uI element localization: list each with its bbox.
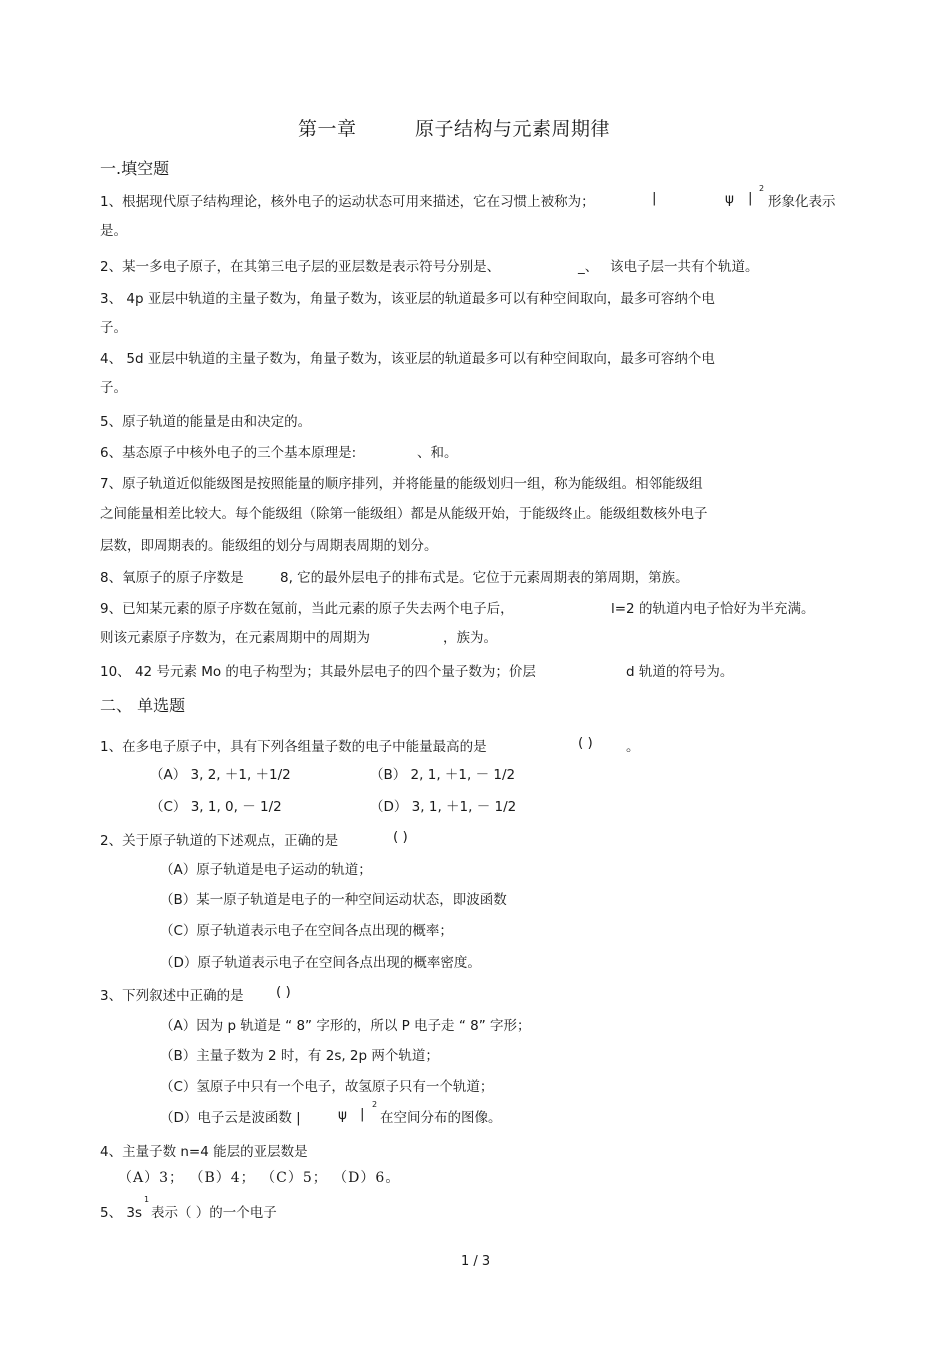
mc-q3-option-d-tail: 在空间分布的图像。 — [380, 1110, 502, 1126]
fill-q1-tail: 形象化表示 — [768, 194, 836, 210]
fill-q3-line1: 3、 4p 亚层中轨道的主量子数为，角量子数为，该亚层的轨道最多可以有种空间取向，最多可容纳个电 — [100, 291, 715, 307]
mc-q1-option-d: （D） 3, 1, ＋1, － 1/2 — [370, 799, 517, 815]
fill-q4-line1: 4、 5d 亚层中轨道的主量子数为，角量子数为，该亚层的轨道最多可以有种空间取向，最多可容纳个电 — [100, 351, 715, 367]
mc-q3-stem: 3、下列叙述中正确的是 — [100, 988, 244, 1004]
mc-q1-stem: 1、在多电子原子中，具有下列各组量子数的电子中能量最高的是 — [100, 739, 487, 755]
mc-q4-stem: 4、主量子数 n=4 能层的亚层数是 — [100, 1144, 308, 1160]
superscript-two: 2 — [372, 1100, 378, 1109]
fill-q2-tail: 该电子层一共有个轨道。 — [610, 259, 759, 275]
fill-q10-line: 10、 42 号元素 Mo 的电子构型为；其最外层电子的四个量子数为；价层 — [100, 664, 536, 680]
fill-q8-tail: 8, 它的最外层电子的排布式是。它位于元素周期表的第周期，第族。 — [280, 570, 689, 586]
psi-symbol: ψ — [725, 191, 734, 207]
page-number: 1 / 3 — [461, 1254, 491, 1269]
fill-q1-line1: 1、根据现代原子结构理论，核外电子的运动状态可用来描述，它在习惯上被称为； — [100, 194, 595, 210]
mc-q2-option-c: （C）原子轨道表示电子在空间各点出现的概率； — [160, 923, 453, 939]
mc-q2-option-d: （D）原子轨道表示电子在空间各点出现的概率密度。 — [160, 955, 481, 971]
fill-q2-blank: _、 — [578, 259, 599, 275]
mc-q2-paren: ( ) — [393, 829, 408, 845]
mc-q5-stem-tail: 表示（ ）的一个电子 — [151, 1205, 277, 1221]
mc-q1-option-b: （B） 2, 1, ＋1, － 1/2 — [370, 767, 516, 783]
section-heading-fill-blank: 一.填空题 — [100, 159, 170, 178]
fill-q7-line2: 之间能量相差比较大。每个能级组（除第一能级组）都是从能级开始，于能级终止。能级组数核外电子 — [100, 506, 708, 522]
abs-bar-right: | — [360, 1106, 365, 1122]
mc-q3-option-b: （B）主量子数为 2 时，有 2s, 2p 两个轨道； — [160, 1048, 439, 1064]
mc-q1-option-a: （A） 3, 2, ＋1, ＋1/2 — [150, 767, 291, 783]
chapter-number: 第一章 — [298, 118, 357, 140]
mc-q1-option-c: （C） 3, 1, 0, － 1/2 — [150, 799, 282, 815]
fill-q4-line2: 子。 — [100, 380, 127, 396]
mc-q2-stem: 2、关于原子轨道的下述观点，正确的是 — [100, 833, 339, 849]
mc-q1-paren: ( ) — [578, 735, 593, 751]
section-heading-single-choice: 二、 单选题 — [100, 696, 186, 715]
fill-q9-line1-tail: l=2 的轨道内电子恰好为半充满。 — [611, 601, 815, 617]
mc-q4-options: （A）3； （B）4； （C）5； （D）6。 — [118, 1170, 401, 1186]
fill-q9-line2-tail: ，族为。 — [443, 630, 497, 646]
psi-symbol: ψ — [338, 1107, 347, 1123]
abs-bar-right: | — [748, 190, 753, 206]
fill-q5-line: 5、原子轨道的能量是由和决定的。 — [100, 414, 312, 430]
fill-q9-line1: 9、已知某元素的原子序数在氪前，当此元素的原子失去两个电子后， — [100, 601, 514, 617]
fill-q6-line: 6、基态原子中核外电子的三个基本原理是: — [100, 445, 357, 461]
mc-q3-option-d: （D）电子云是波函数 | — [160, 1110, 301, 1126]
fill-q6-tail: 、和。 — [417, 445, 458, 461]
mc-q3-paren: ( ) — [276, 984, 291, 1000]
mc-q3-option-c: （C）氢原子中只有一个电子，故氢原子只有一个轨道； — [160, 1079, 494, 1095]
chapter-title: 原子结构与元素周期律 — [415, 118, 611, 140]
fill-q7-line1: 7、原子轨道近似能级图是按照能量的顺序排列，并将能量的能级划归一组，称为能级组。相邻能级组 — [100, 476, 703, 492]
mc-q2-option-a: （A）原子轨道是电子运动的轨道； — [160, 862, 372, 878]
mc-q3-option-a: （A）因为 p 轨道是 “ 8” 字形的，所以 P 电子走 “ 8” 字形； — [160, 1018, 531, 1034]
fill-q10-tail: d 轨道的符号为。 — [626, 664, 734, 680]
mc-q1-end: 。 — [626, 739, 640, 755]
mc-q2-option-b: （B）某一原子轨道是电子的一种空间运动状态，即波函数 — [160, 892, 507, 908]
abs-bar-left: | — [652, 190, 657, 206]
fill-q9-line2: 则该元素原子序数为，在元素周期中的周期为 — [100, 630, 370, 646]
fill-q3-line2: 子。 — [100, 320, 127, 336]
fill-q8-line: 8、氧原子的原子序数是 — [100, 570, 244, 586]
fill-q2-line: 2、某一多电子原子，在其第三电子层的亚层数是表示符号分别是、 — [100, 259, 501, 275]
fill-q1-line2: 是。 — [100, 223, 127, 239]
fill-q7-line3: 层数，即周期表的。能级组的划分与周期表周期的划分。 — [100, 538, 438, 554]
mc-q5-stem: 5、 3s — [100, 1205, 143, 1221]
superscript-two: 2 — [759, 184, 765, 193]
superscript-one: 1 — [144, 1195, 150, 1204]
